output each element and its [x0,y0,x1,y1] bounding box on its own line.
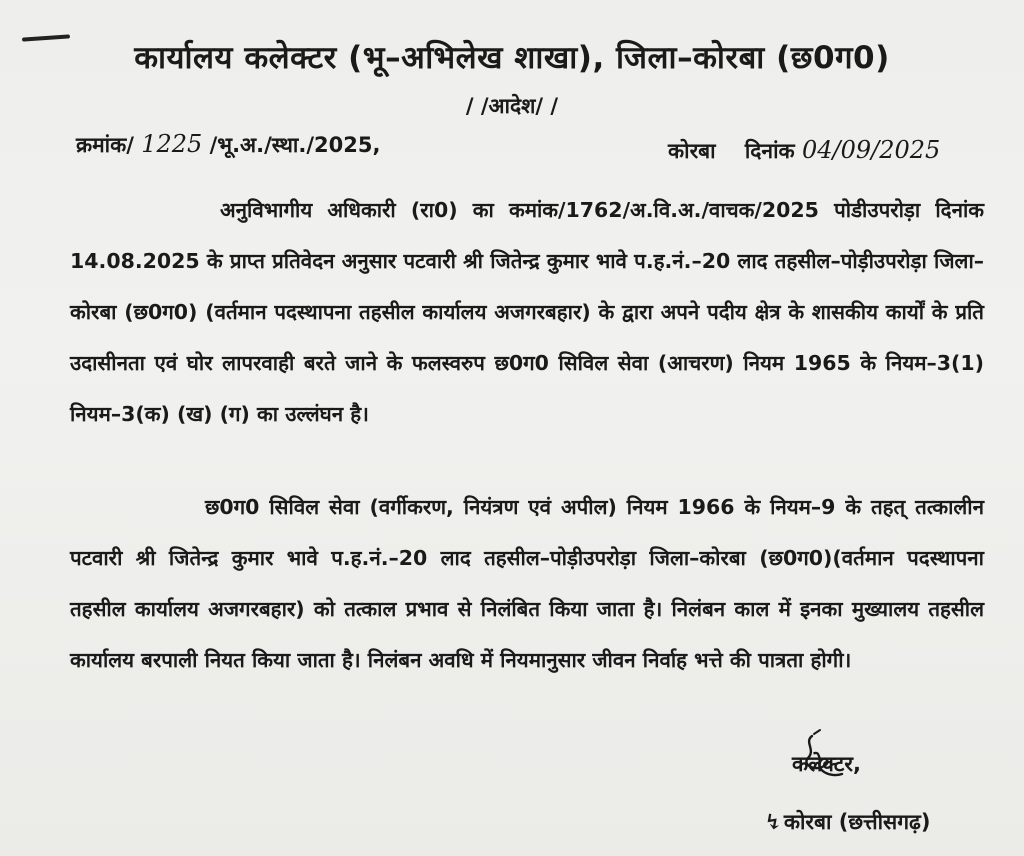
date-line [668,136,940,165]
signatory-place [764,808,930,836]
signatory-designation: कलेक्टर, [792,752,861,776]
reference-number-line [76,130,380,159]
reference-number: 1225 [141,130,203,158]
place-label: कोरबा [668,139,716,163]
order-paragraph-2: छ0ग0 सिविल सेवा (वर्गीकरण, नियंत्रण एवं अपील) नियम 1966 के नियम–9 के तहत् तत्कालीन पटवारी श्री जितेन्द्र कुमार भावे प.ह.नं.–20 लाद तहसील–पोड़ीउपरोड़ा जिला–कोरबा (छ0ग0)(वर्तमान पदस्थापना तहसील कार्यालय अजगरबहार) को तत्काल प्रभाव से निलंबित किया जाता है। निलंबन काल में इनका मुख्यालय तहसील कार्यालय बरपाली नियत किया जाता है। निलंबन अवधि में नियमानुसार जीवन निर्वाह भत्ते की पात्रता होगी। [70,495,984,672]
order-paragraph-1: अनुविभागीय अधिकारी (रा0) का कमांक/1762/अ.वि.अ./वाचक/2025 पोडीउपरोड़ा दिनांक 14.08.2025 के प्राप्त प्रतिवेदन अनुसार पटवारी श्री जितेन्द्र कुमार भावे प.ह.नं.–20 लाद तहसील–पोड़ीउपरोड़ा जिला–कोरबा (छ0ग0) (वर्तमान पदस्थापना तहसील कार्यालय अजगरबहार) के द्वारा अपने पदीय क्षेत्र के शासकीय कार्यों के प्रति उदासीनता एवं घोर लापरवाही बरते जाने के फलस्वरुप छ0ग0 सिविल सेवा (आचरण) नियम 1965 के नियम–3(1) नियम–3(क) (ख) (ग) का उल्लंघन है। [70,198,984,426]
initial-scribble: ↯ [764,809,782,834]
reference-suffix: /भू.अ./स्था./2025, [209,133,381,157]
document-title: कार्यालय कलेक्टर (भू–अभिलेख शाखा), जिला–कोरबा (छ0ग0) [134,40,890,76]
order-heading: / /आदेश/ / [465,94,559,118]
date-value: 04/09/2025 [801,136,941,164]
signatory-place-text: कोरबा (छत्तीसगढ़) [783,810,931,834]
date-label: दिनांक [744,139,795,163]
reference-prefix: क्रमांक/ [76,133,134,157]
signature-block [764,728,984,848]
